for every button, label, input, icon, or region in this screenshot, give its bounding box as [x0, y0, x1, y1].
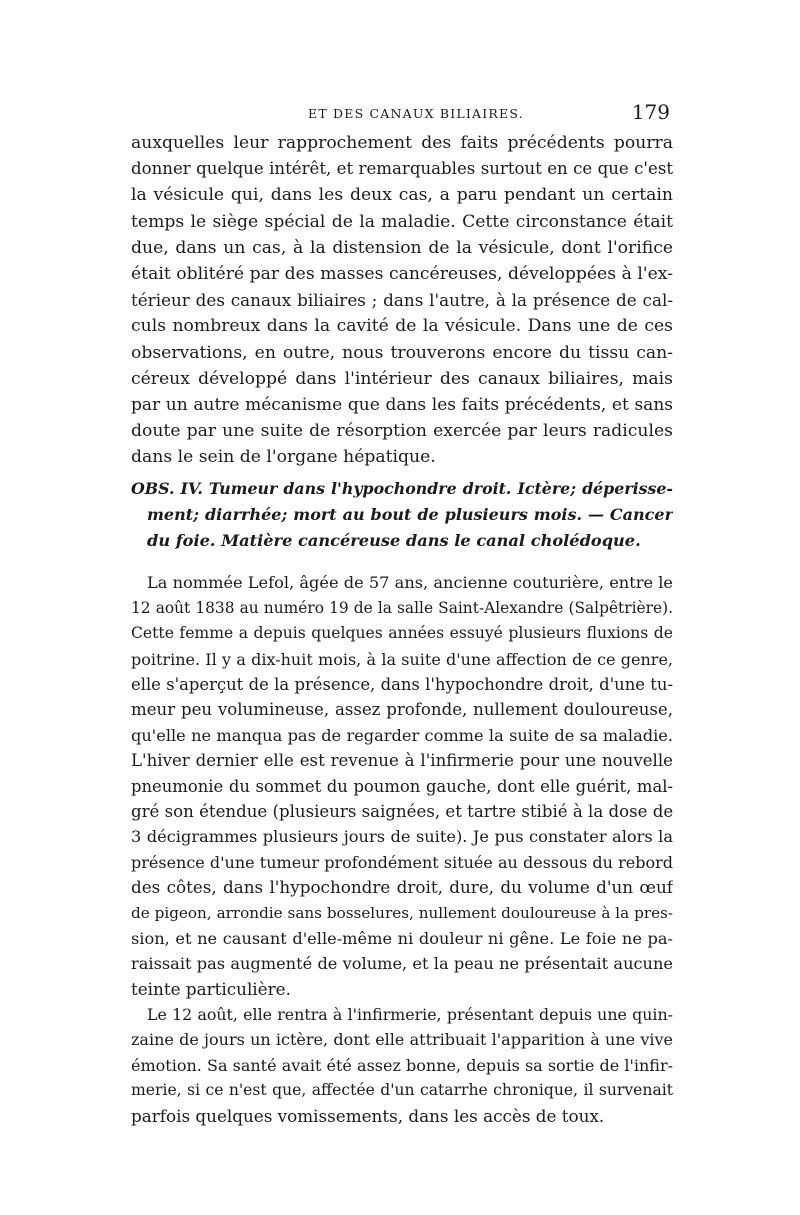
text-line: 3 décigrammes plusieurs jours de suite). Je pus constater alors la [131, 827, 673, 847]
text-line: teinte particulière. [131, 978, 291, 999]
text-line: pneumonie du sommet du poumon gauche, dont elle guérit, mal- [131, 776, 673, 796]
text-line: L'hiver dernier elle est revenue à l'infirmerie pour une nouvelle [131, 751, 673, 771]
text-line: meur peu volumineuse, assez profonde, nullement douloureuse, [131, 700, 673, 720]
text-line: gré son étendue (plusieurs saignées, et tartre stibié à la dose de [131, 801, 673, 821]
text-line: merie, si ce n'est que, affectée d'un catarrhe chronique, il survenait [131, 1081, 673, 1100]
running-head: ET DES CANAUX BILIAIRES. [308, 106, 524, 121]
observation-heading [131, 476, 673, 554]
page-body [131, 130, 673, 1129]
text-line: dans le sein de l'organe hépatique. [131, 447, 436, 468]
text-line: céreux développé dans l'intérieur des canaux biliaires, mais [131, 368, 673, 389]
page-header [130, 98, 670, 128]
text-line: zaine de jours un ictère, dont elle attribuait l'apparition à une vive [131, 1030, 673, 1050]
observation-title-line: ment; diarrhée; mort au bout de plusieurs mois. — Cancer [147, 505, 673, 525]
paragraph-admission [131, 1002, 673, 1129]
paragraph-case-history [131, 570, 673, 1002]
text-line: donner quelque intérêt, et remarquables surtout en ce que c'est [131, 159, 673, 179]
text-line: elle s'aperçut de la présence, dans l'hypochondre droit, d'une tu- [131, 675, 673, 694]
text-line: térieur des canaux biliaires ; dans l'autre, à la présence de cal- [131, 290, 673, 311]
text-line: Cette femme a depuis quelques années essuyé plusieurs fluxions de [131, 624, 673, 643]
text-line: Le 12 août, elle rentra à l'infirmerie, présentant depuis une quin- [147, 1005, 673, 1025]
text-line: auxquelles leur rapprochement des faits précédents pourra [131, 133, 673, 153]
text-line: La nommée Lefol, âgée de 57 ans, ancienne couturière, entre le [147, 573, 673, 593]
text-line: parfois quelques vomissements, dans les accès de toux. [131, 1105, 605, 1126]
text-line: des côtes, dans l'hypochondre droit, dure, du volume d'un œuf [131, 877, 673, 898]
page-number: 179 [631, 100, 670, 124]
text-line: la vésicule qui, dans les deux cas, a paru pendant un certain [131, 185, 673, 206]
text-line: observations, en outre, nous trouverons encore du tissu can- [131, 342, 673, 363]
text-line: sion, et ne causant d'elle-même ni douleur ni gêne. Le foie ne pa- [131, 928, 673, 948]
text-line: culs nombreux dans la cavité de la vésicule. Dans une de ces [131, 316, 673, 337]
text-line: raissait pas augmenté de volume, et la peau ne présentait aucune [131, 954, 673, 974]
text-line: poitrine. Il y a dix-huit mois, à la suite d'une affection de ce genre, [131, 649, 673, 669]
observation-title-line: OBS. IV. Tumeur dans l'hypochondre droit. Ictère; déperisse- [131, 479, 673, 499]
text-line: de pigeon, arrondie sans bosselures, nullement douloureuse à la pres- [131, 903, 673, 922]
text-line: émotion. Sa santé avait été assez bonne, depuis sa sortie de l'infir- [131, 1055, 673, 1075]
paragraph-intro [131, 130, 673, 470]
text-line: présence d'une tumeur profondément située au dessous du rebord [131, 852, 673, 872]
text-line: était oblitéré par des masses cancéreuses, développées à l'ex- [131, 263, 673, 284]
text-line: qu'elle ne manqua pas de regarder comme la suite de sa maladie. [131, 725, 673, 745]
observation-title-line: du foie. Matière cancéreuse dans le canal cholédoque. [147, 531, 641, 551]
text-line: temps le siège spécial de la maladie. Cette circonstance était [131, 211, 673, 232]
text-line: due, dans un cas, à la distension de la vésicule, dont l'orifice [131, 237, 673, 258]
text-line: par un autre mécanisme que dans les faits précédents, et sans [131, 394, 673, 415]
text-line: 12 août 1838 au numéro 19 de la salle Saint-Alexandre (Salpêtrière). [131, 598, 673, 617]
text-line: doute par une suite de résorption exercée par leurs radicules [131, 421, 673, 442]
